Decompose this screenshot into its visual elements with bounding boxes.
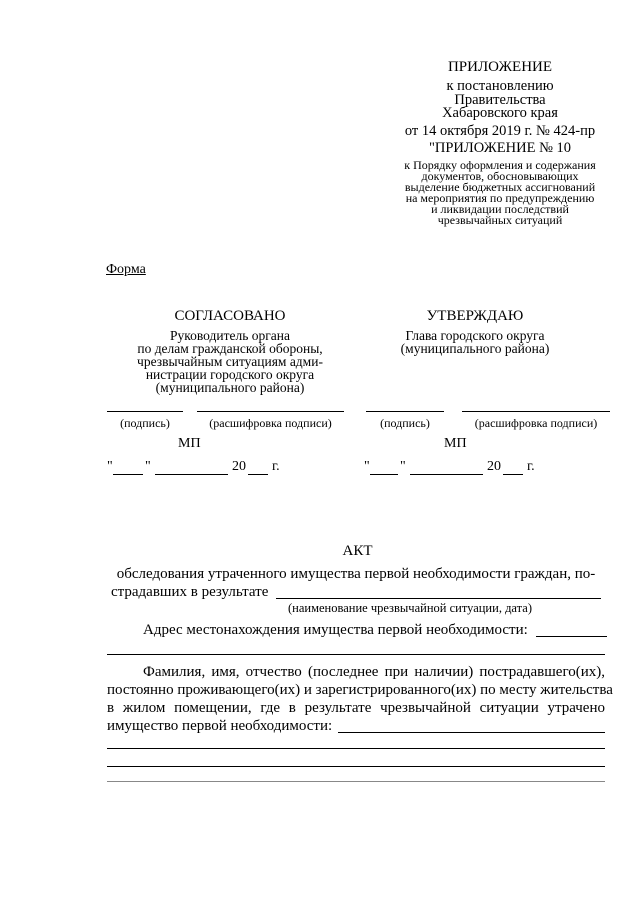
right-date-year-suffix: г. [527, 459, 535, 474]
form-label: Форма [106, 262, 146, 277]
victim-paragraph-line-4: имущество первой необходимости: [107, 718, 333, 734]
right-date-day-field[interactable] [370, 474, 398, 475]
right-block-line-2: (муниципального района) [400, 341, 550, 356]
left-decode-line[interactable] [197, 411, 344, 412]
victim-paragraph-line-1: Фамилия, имя, отчество (последнее при наличии) пострадавшего(их), [143, 664, 605, 680]
left-date-year-prefix: 20 [232, 459, 246, 474]
victim-name-field-line-3[interactable] [107, 766, 605, 767]
left-date-year-suffix: г. [272, 459, 280, 474]
left-date-month-field[interactable] [155, 474, 228, 475]
appendix-sub-1: к Порядку оформления и содержания [404, 158, 596, 172]
left-date-quote-open: " [107, 459, 113, 474]
appendix-line-5: "ПРИЛОЖЕНИЕ № 10 [428, 140, 572, 156]
right-decode-caption: (расшифровка подписи) [474, 416, 598, 430]
right-date-quote-open: " [364, 459, 370, 474]
left-date-day-field[interactable] [113, 474, 143, 475]
right-signature-caption: (подпись) [380, 416, 430, 430]
emergency-name-field[interactable] [276, 598, 601, 599]
victim-name-field-line-4[interactable] [107, 781, 605, 782]
appendix-sub-2: документов, обосновывающих [421, 169, 579, 183]
appendix-line-2: Правительства [454, 92, 546, 108]
right-date-year-prefix: 20 [487, 459, 501, 474]
left-block-line-5: (муниципального района) [155, 380, 305, 395]
act-title: АКТ [342, 543, 373, 559]
appendix-line-4: от 14 октября 2019 г. № 424-пр [404, 123, 596, 139]
act-subtitle-line-2: страдавших в результате [111, 584, 269, 600]
victim-paragraph-line-3: в жилом помещении, где в результате чрезвычайной ситуации утрачено [107, 700, 605, 716]
appendix-line-3: Хабаровского края [442, 105, 558, 121]
right-decode-line[interactable] [462, 411, 610, 412]
right-date-year-field[interactable] [503, 474, 523, 475]
right-date-quote-close: " [400, 459, 406, 474]
victim-name-field[interactable] [338, 732, 605, 733]
appendix-sub-5: и ликвидации последствий [431, 202, 569, 216]
appendix-sub-4: на мероприятия по предупреждению [405, 191, 595, 205]
left-block-line-4: нистрации городского округа [145, 367, 315, 382]
right-stamp-mark: МП [444, 436, 467, 451]
property-address-field-line-2[interactable] [107, 654, 605, 655]
approve-heading: УТВЕРЖДАЮ [426, 308, 524, 324]
emergency-name-caption: (наименование чрезвычайной ситуации, дата) [288, 601, 532, 615]
appendix-title: ПРИЛОЖЕНИЕ [447, 59, 553, 75]
left-signature-line[interactable] [107, 411, 183, 412]
victim-paragraph-line-2: постоянно проживающего(их) и зарегистрированного(их) по месту жительства [107, 682, 613, 698]
left-block-line-3: чрезвычайным ситуациям адми- [137, 354, 323, 369]
left-block-line-1: Руководитель органа [169, 328, 291, 343]
appendix-sub-6: чрезвычайных ситуаций [437, 213, 563, 227]
property-address-label: Адрес местонахождения имущества первой необходимости: [143, 622, 528, 638]
left-date-year-field[interactable] [248, 474, 268, 475]
appendix-line-1: к постановлению [446, 78, 554, 94]
right-block-line-1: Глава городского округа [405, 328, 545, 343]
act-subtitle-line-1: обследования утраченного имущества первой необходимости граждан, по- [116, 566, 596, 582]
left-stamp-mark: МП [178, 436, 201, 451]
property-address-field[interactable] [536, 636, 607, 637]
left-decode-caption: (расшифровка подписи) [209, 416, 332, 430]
right-signature-line[interactable] [366, 411, 444, 412]
victim-name-field-line-2[interactable] [107, 748, 605, 749]
right-date-month-field[interactable] [410, 474, 483, 475]
left-date-quote-close: " [145, 459, 151, 474]
agreed-heading: СОГЛАСОВАНО [174, 308, 286, 324]
appendix-sub-3: выделение бюджетных ассигнований [404, 180, 596, 194]
left-block-line-2: по делам гражданской обороны, [137, 341, 323, 356]
left-signature-caption: (подпись) [120, 416, 170, 430]
